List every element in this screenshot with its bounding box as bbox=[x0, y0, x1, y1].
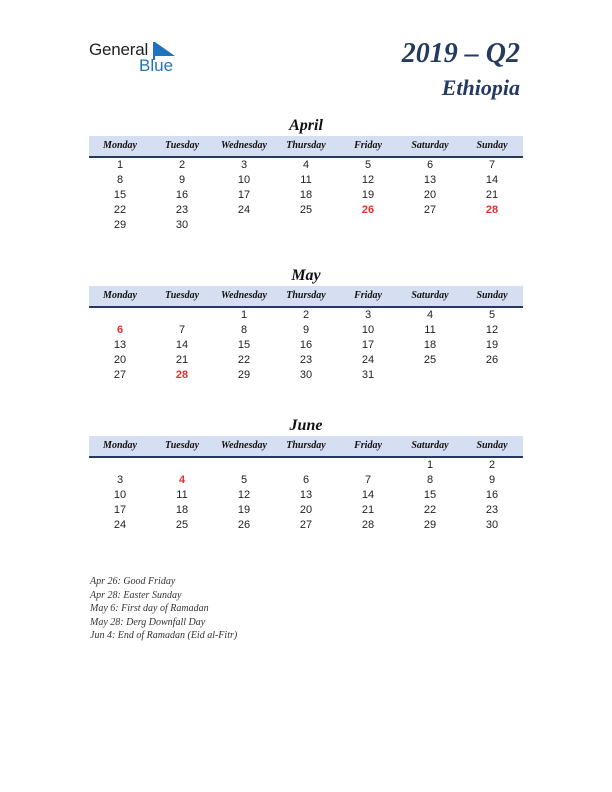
day-cell: 12 bbox=[237, 489, 251, 501]
day-cell: 27 bbox=[423, 204, 437, 216]
day-cell: 18 bbox=[299, 189, 313, 201]
day-cell: 21 bbox=[485, 189, 499, 201]
day-cell bbox=[89, 308, 151, 323]
month-weeks bbox=[89, 458, 523, 533]
day-cell: 10 bbox=[237, 174, 251, 186]
logo-text-blue: Blue bbox=[139, 56, 174, 75]
week-row bbox=[89, 218, 523, 233]
day-cell: 9 bbox=[178, 174, 186, 186]
day-cell: 9 bbox=[488, 474, 496, 486]
day-cell: 23 bbox=[485, 504, 499, 516]
weekday-header: Wednesday bbox=[221, 290, 267, 301]
day-cell bbox=[399, 368, 461, 383]
day-cell: 28 bbox=[175, 369, 189, 381]
day-cell: 24 bbox=[361, 354, 375, 366]
day-cell: 22 bbox=[423, 504, 437, 516]
day-cell: 8 bbox=[426, 474, 434, 486]
day-cell: 16 bbox=[485, 489, 499, 501]
day-cell: 25 bbox=[299, 204, 313, 216]
day-cell: 9 bbox=[302, 324, 310, 336]
weekday-header: Friday bbox=[354, 290, 382, 301]
day-cell: 4 bbox=[426, 309, 434, 321]
day-cell: 29 bbox=[423, 519, 437, 531]
day-cell: 14 bbox=[175, 339, 189, 351]
day-cell: 23 bbox=[299, 354, 313, 366]
day-cell bbox=[151, 308, 213, 323]
day-cell: 5 bbox=[364, 159, 372, 171]
day-cell: 20 bbox=[423, 189, 437, 201]
day-cell: 3 bbox=[364, 309, 372, 321]
day-cell: 6 bbox=[426, 159, 434, 171]
day-cell bbox=[89, 458, 151, 473]
day-cell: 31 bbox=[361, 369, 375, 381]
weekday-header: Sunday bbox=[476, 140, 508, 151]
day-cell: 6 bbox=[116, 324, 124, 336]
day-cell: 30 bbox=[175, 219, 189, 231]
holiday-note: May 6: First day of Ramadan bbox=[90, 603, 209, 615]
weekday-header: Saturday bbox=[411, 140, 449, 151]
day-cell: 1 bbox=[116, 159, 124, 171]
day-cell: 15 bbox=[237, 339, 251, 351]
weekday-header: Monday bbox=[103, 140, 137, 151]
day-cell: 14 bbox=[485, 174, 499, 186]
week-row bbox=[89, 188, 523, 203]
day-cell bbox=[337, 218, 399, 233]
day-cell: 6 bbox=[302, 474, 310, 486]
day-cell: 11 bbox=[300, 174, 312, 186]
day-cell: 13 bbox=[113, 339, 127, 351]
week-row bbox=[89, 323, 523, 338]
day-cell bbox=[461, 218, 523, 233]
day-cell: 15 bbox=[423, 489, 437, 501]
month-april bbox=[89, 116, 523, 233]
weekday-header: Tuesday bbox=[164, 290, 200, 301]
weekday-header-row bbox=[89, 286, 523, 308]
day-cell: 2 bbox=[178, 159, 186, 171]
month-title: April bbox=[289, 117, 323, 134]
weekday-header: Saturday bbox=[411, 440, 449, 451]
day-cell: 18 bbox=[175, 504, 189, 516]
day-cell: 17 bbox=[361, 339, 375, 351]
day-cell bbox=[213, 458, 275, 473]
day-cell: 5 bbox=[240, 474, 248, 486]
weekday-header: Wednesday bbox=[221, 440, 267, 451]
day-cell: 18 bbox=[423, 339, 437, 351]
day-cell bbox=[337, 458, 399, 473]
day-cell: 3 bbox=[116, 474, 124, 486]
day-cell: 24 bbox=[113, 519, 127, 531]
day-cell: 16 bbox=[175, 189, 189, 201]
day-cell bbox=[151, 458, 213, 473]
weekday-header: Thursday bbox=[286, 290, 326, 301]
day-cell: 25 bbox=[175, 519, 189, 531]
weekday-header-row bbox=[89, 436, 523, 458]
day-cell: 24 bbox=[237, 204, 251, 216]
day-cell bbox=[213, 218, 275, 233]
day-cell: 11 bbox=[424, 324, 436, 336]
weekday-header: Friday bbox=[354, 440, 382, 451]
week-row bbox=[89, 308, 523, 323]
day-cell: 19 bbox=[237, 504, 251, 516]
holiday-notes bbox=[90, 575, 237, 643]
day-cell: 7 bbox=[178, 324, 186, 336]
week-row bbox=[89, 518, 523, 533]
week-row bbox=[89, 203, 523, 218]
day-cell: 13 bbox=[423, 174, 437, 186]
day-cell: 12 bbox=[361, 174, 375, 186]
day-cell: 28 bbox=[361, 519, 375, 531]
day-cell: 16 bbox=[299, 339, 313, 351]
day-cell: 15 bbox=[113, 189, 127, 201]
day-cell: 8 bbox=[116, 174, 124, 186]
day-cell: 26 bbox=[361, 204, 375, 216]
weekday-header: Thursday bbox=[286, 140, 326, 151]
day-cell: 10 bbox=[113, 489, 127, 501]
month-weeks bbox=[89, 308, 523, 383]
day-cell bbox=[275, 218, 337, 233]
week-row bbox=[89, 368, 523, 383]
holiday-note: Apr 26: Good Friday bbox=[90, 576, 176, 587]
day-cell: 20 bbox=[299, 504, 313, 516]
page-title: 2019 – Q2 bbox=[401, 38, 520, 69]
week-row bbox=[89, 458, 523, 473]
weekday-header: Sunday bbox=[476, 290, 508, 301]
week-row bbox=[89, 338, 523, 353]
day-cell bbox=[399, 218, 461, 233]
day-cell: 14 bbox=[361, 489, 375, 501]
logo-text-general: General bbox=[89, 40, 149, 59]
day-cell: 29 bbox=[237, 369, 251, 381]
weekday-header: Friday bbox=[354, 140, 382, 151]
weekday-header: Tuesday bbox=[164, 140, 200, 151]
week-row bbox=[89, 158, 523, 173]
day-cell: 17 bbox=[113, 504, 127, 516]
holiday-note: Apr 28: Easter Sunday bbox=[90, 589, 182, 601]
day-cell: 4 bbox=[302, 159, 310, 171]
weekday-header: Monday bbox=[103, 440, 137, 451]
generalblue-logo bbox=[89, 40, 189, 80]
weekday-header: Wednesday bbox=[221, 140, 267, 151]
day-cell: 30 bbox=[299, 369, 313, 381]
day-cell: 29 bbox=[113, 219, 127, 231]
day-cell: 7 bbox=[364, 474, 372, 486]
day-cell: 1 bbox=[240, 309, 248, 321]
day-cell: 26 bbox=[237, 519, 251, 531]
day-cell: 13 bbox=[299, 489, 313, 501]
day-cell: 4 bbox=[178, 474, 186, 486]
month-title: May bbox=[291, 267, 321, 284]
day-cell: 20 bbox=[113, 354, 127, 366]
day-cell: 19 bbox=[361, 189, 375, 201]
month-weeks bbox=[89, 158, 523, 233]
week-row bbox=[89, 473, 523, 488]
day-cell: 25 bbox=[423, 354, 437, 366]
day-cell: 27 bbox=[299, 519, 313, 531]
day-cell: 3 bbox=[240, 159, 248, 171]
day-cell: 7 bbox=[488, 159, 496, 171]
week-row bbox=[89, 173, 523, 188]
weekday-header: Thursday bbox=[286, 440, 326, 451]
weekday-header: Sunday bbox=[476, 440, 508, 451]
month-june bbox=[89, 416, 523, 533]
day-cell bbox=[461, 368, 523, 383]
day-cell: 28 bbox=[485, 204, 499, 216]
day-cell: 26 bbox=[485, 354, 499, 366]
day-cell: 22 bbox=[237, 354, 251, 366]
month-title: June bbox=[289, 417, 323, 434]
holiday-note: May 28: Derg Downfall Day bbox=[90, 616, 206, 628]
week-row bbox=[89, 488, 523, 503]
country-name: Ethiopia bbox=[441, 75, 520, 100]
day-cell: 1 bbox=[426, 459, 434, 471]
day-cell: 27 bbox=[113, 369, 127, 381]
weekday-header: Monday bbox=[103, 290, 137, 301]
week-row bbox=[89, 353, 523, 368]
day-cell: 30 bbox=[485, 519, 499, 531]
weekday-header: Tuesday bbox=[164, 440, 200, 451]
day-cell: 8 bbox=[240, 324, 248, 336]
day-cell: 21 bbox=[175, 354, 189, 366]
week-row bbox=[89, 503, 523, 518]
day-cell: 22 bbox=[113, 204, 127, 216]
weekday-header: Saturday bbox=[411, 290, 449, 301]
day-cell: 17 bbox=[237, 189, 251, 201]
month-may bbox=[89, 266, 523, 383]
day-cell: 23 bbox=[175, 204, 189, 216]
day-cell: 12 bbox=[485, 324, 499, 336]
day-cell: 21 bbox=[361, 504, 375, 516]
day-cell: 19 bbox=[485, 339, 499, 351]
day-cell: 10 bbox=[361, 324, 375, 336]
day-cell: 5 bbox=[488, 309, 496, 321]
weekday-header-row bbox=[89, 136, 523, 158]
holiday-note: Jun 4: End of Ramadan (Eid al-Fitr) bbox=[90, 630, 238, 642]
day-cell bbox=[275, 458, 337, 473]
day-cell: 11 bbox=[176, 489, 188, 501]
day-cell: 2 bbox=[302, 309, 310, 321]
day-cell: 2 bbox=[488, 459, 496, 471]
